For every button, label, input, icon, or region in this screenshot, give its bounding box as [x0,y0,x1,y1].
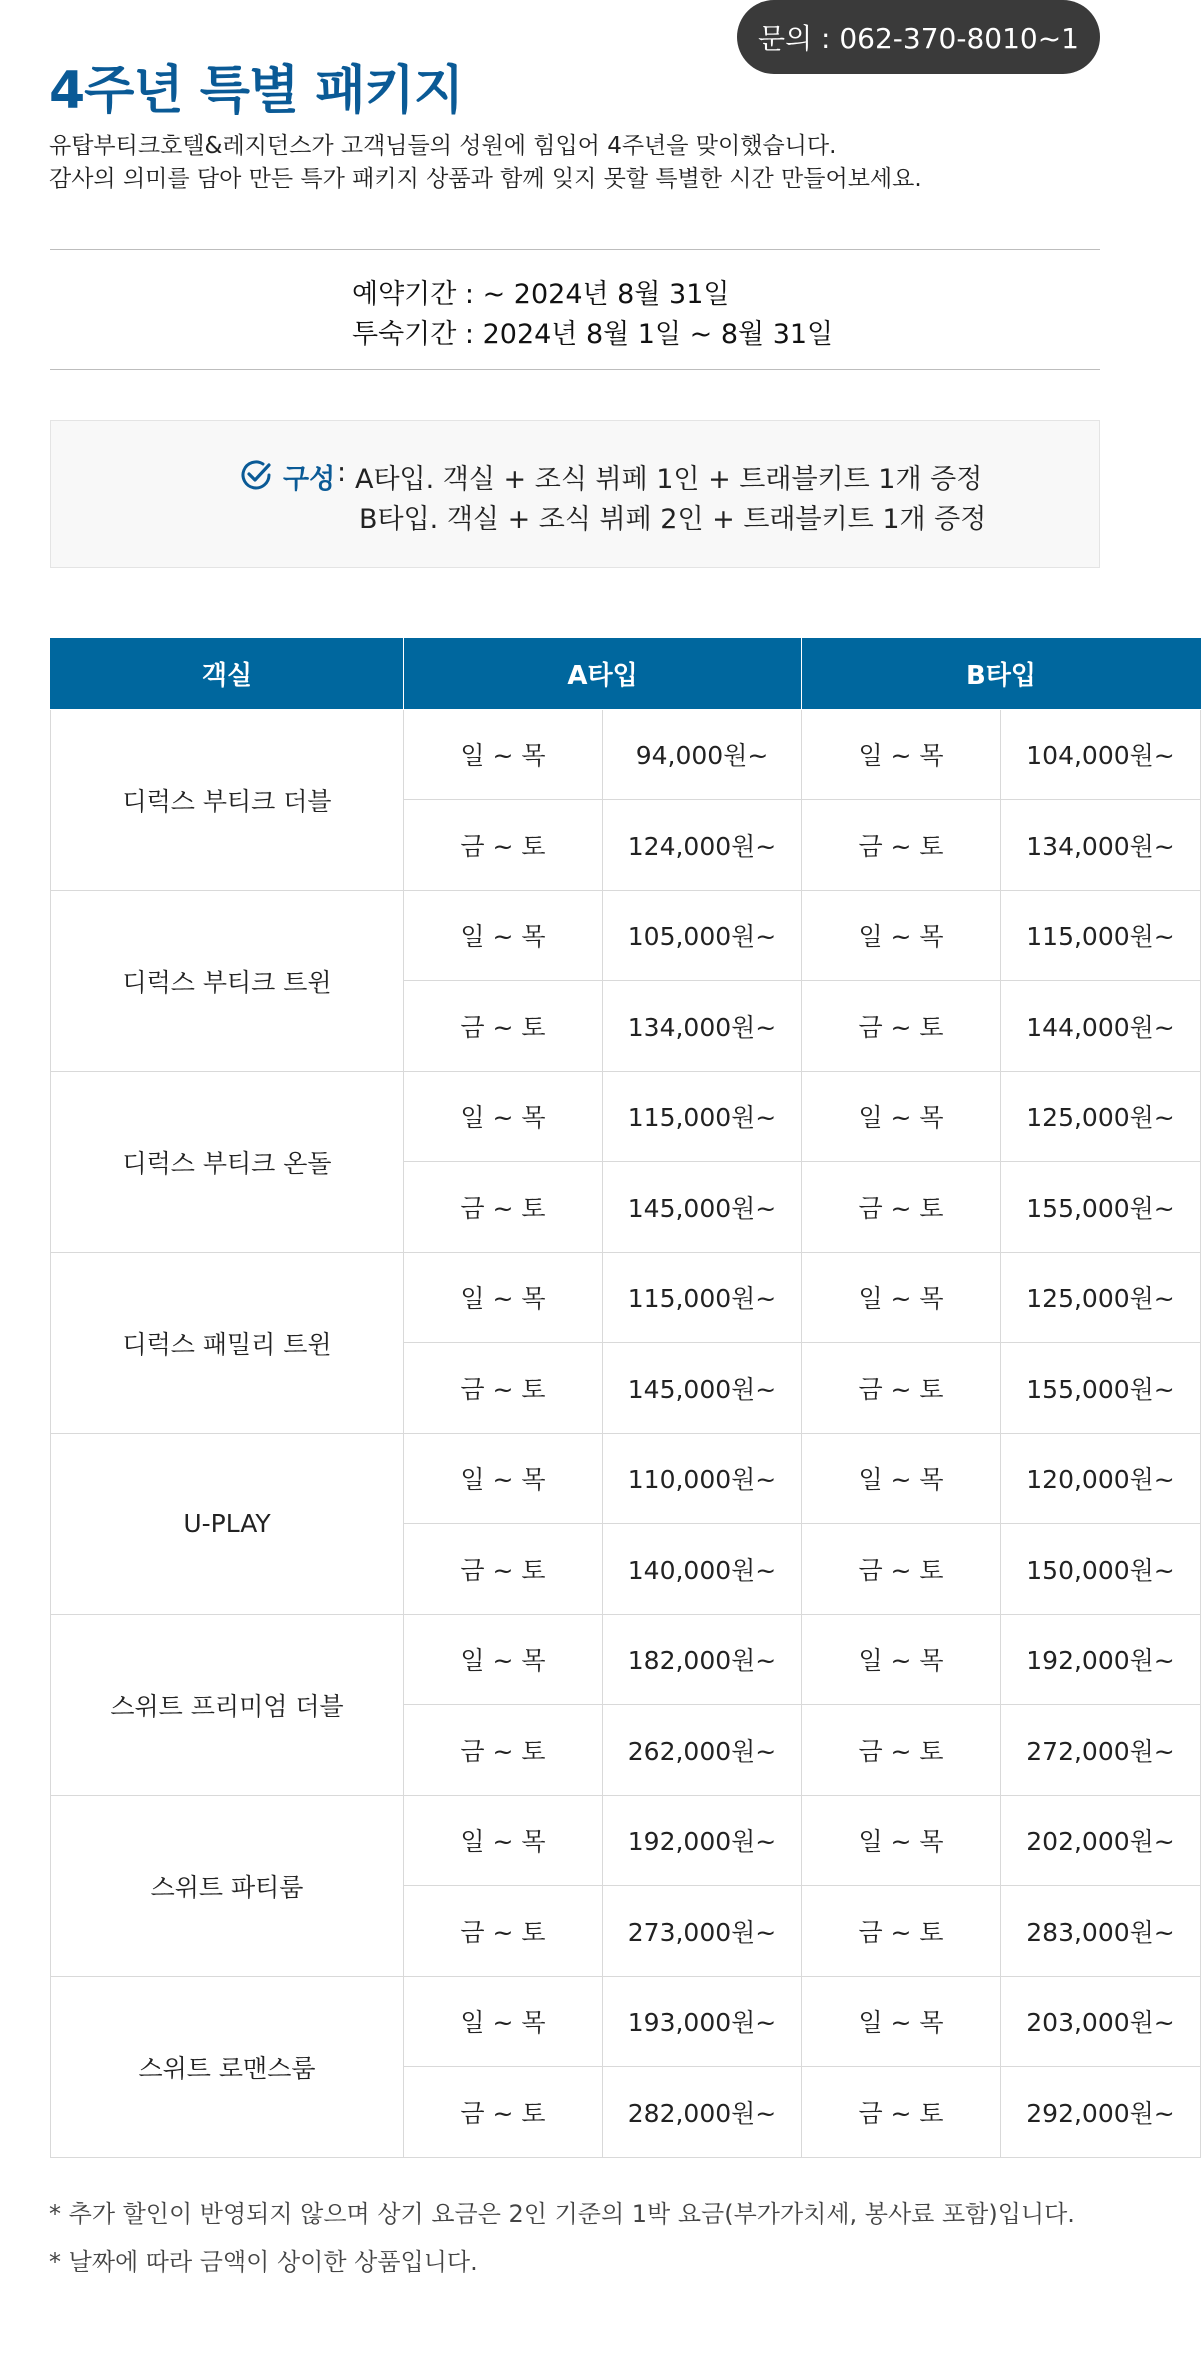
day-range-b: 일 ~ 목 [802,1795,1001,1886]
price-a-weekend: 145,000원~ [603,1343,802,1434]
price-a-weekday: 182,000원~ [603,1614,802,1705]
price-b-weekday: 115,000원~ [1001,890,1201,981]
day-range-b: 일 ~ 목 [802,709,1001,800]
intro-line: 유탑부티크호텔&레지던스가 고객님들의 성원에 힘입어 4주년을 맞이했습니다. [49,133,837,159]
price-table-body [51,709,1201,2157]
day-range-a: 일 ~ 목 [404,1795,603,1886]
day-range-a: 금 ~ 토 [404,2067,603,2158]
price-b-weekend: 283,000원~ [1001,1886,1201,1977]
day-range-a: 일 ~ 목 [404,1614,603,1705]
price-table [50,638,1201,2158]
day-range-a: 일 ~ 목 [404,890,603,981]
price-b-weekday: 192,000원~ [1001,1614,1201,1705]
day-range-a: 일 ~ 목 [404,1433,603,1524]
table-row [51,1433,1201,1524]
composition-type-b: B타입. 객실 + 조식 뷔페 2인 + 트래블키트 1개 증정 [359,504,987,535]
day-range-a: 금 ~ 토 [404,1343,603,1434]
room-name: 디럭스 부티크 더블 [51,709,404,890]
price-b-weekday: 120,000원~ [1001,1433,1201,1524]
day-range-b: 금 ~ 토 [802,981,1001,1072]
price-a-weekend: 282,000원~ [603,2067,802,2158]
price-b-weekday: 125,000원~ [1001,1071,1201,1162]
intro-line: 감사의 의미를 담아 만든 특가 패키지 상품과 함께 잊지 못할 특별한 시간 만들어보세요. [49,166,922,192]
price-a-weekday: 192,000원~ [603,1795,802,1886]
stay-period: 투숙기간 : 2024년 8월 1일 ~ 8월 31일 [352,319,834,350]
table-row [51,1795,1201,1886]
price-a-weekend: 124,000원~ [603,800,802,891]
price-a-weekday: 94,000원~ [603,709,802,800]
price-a-weekend: 145,000원~ [603,1162,802,1253]
day-range-b: 금 ~ 토 [802,1524,1001,1615]
price-b-weekend: 150,000원~ [1001,1524,1201,1615]
day-range-b: 일 ~ 목 [802,1433,1001,1524]
day-range-b: 금 ~ 토 [802,800,1001,891]
price-a-weekend: 140,000원~ [603,1524,802,1615]
header-type-b: B타입 [802,638,1201,709]
price-a-weekday: 110,000원~ [603,1433,802,1524]
period-section [50,249,1100,370]
day-range-a: 금 ~ 토 [404,800,603,891]
day-range-b: 일 ~ 목 [802,1976,1001,2067]
price-b-weekday: 202,000원~ [1001,1795,1201,1886]
header-room: 객실 [51,638,404,709]
price-a-weekend: 262,000원~ [603,1705,802,1796]
price-b-weekday: 203,000원~ [1001,1976,1201,2067]
price-a-weekday: 193,000원~ [603,1976,802,2067]
intro-text [49,130,922,196]
price-a-weekend: 273,000원~ [603,1886,802,1977]
room-name: 디럭스 부티크 온돌 [51,1071,404,1252]
price-b-weekend: 272,000원~ [1001,1705,1201,1796]
table-header-row [51,638,1201,709]
day-range-b: 금 ~ 토 [802,1343,1001,1434]
price-a-weekend: 134,000원~ [603,981,802,1072]
price-b-weekend: 144,000원~ [1001,981,1201,1072]
table-row [51,1252,1201,1343]
day-range-a: 금 ~ 토 [404,1162,603,1253]
day-range-a: 금 ~ 토 [404,1705,603,1796]
table-row [51,709,1201,800]
day-range-b: 금 ~ 토 [802,2067,1001,2158]
price-b-weekend: 155,000원~ [1001,1343,1201,1434]
header-type-a: A타입 [404,638,802,709]
check-circle-icon [239,458,273,492]
page-title: 4주년 특별 패키지 [49,61,464,121]
price-b-weekday: 104,000원~ [1001,709,1201,800]
note-item: * 추가 할인이 반영되지 않으며 상기 요금은 2인 기준의 1박 요금(부가가치세, 봉사료 포함)입니다. [49,2200,1075,2228]
composition-label: 구성 [283,464,336,495]
day-range-b: 금 ~ 토 [802,1162,1001,1253]
day-range-a: 일 ~ 목 [404,1071,603,1162]
price-a-weekday: 115,000원~ [603,1252,802,1343]
day-range-b: 일 ~ 목 [802,1071,1001,1162]
composition-colon: : [337,457,347,488]
table-row [51,1071,1201,1162]
day-range-a: 일 ~ 목 [404,1252,603,1343]
day-range-b: 금 ~ 토 [802,1705,1001,1796]
booking-period: 예약기간 : ~ 2024년 8월 31일 [352,279,730,310]
day-range-a: 금 ~ 토 [404,1524,603,1615]
room-name: 스위트 프리미엄 더블 [51,1614,404,1795]
table-row [51,1614,1201,1705]
room-name: U-PLAY [51,1433,404,1614]
price-b-weekday: 125,000원~ [1001,1252,1201,1343]
package-composition [50,420,1100,568]
table-row [51,890,1201,981]
day-range-a: 금 ~ 토 [404,981,603,1072]
day-range-b: 일 ~ 목 [802,890,1001,981]
room-name: 스위트 로맨스룸 [51,1976,404,2157]
day-range-b: 일 ~ 목 [802,1614,1001,1705]
day-range-b: 일 ~ 목 [802,1252,1001,1343]
day-range-a: 일 ~ 목 [404,709,603,800]
room-name: 디럭스 부티크 트윈 [51,890,404,1071]
price-b-weekend: 292,000원~ [1001,2067,1201,2158]
notes [49,2190,1075,2286]
price-b-weekend: 155,000원~ [1001,1162,1201,1253]
room-name: 디럭스 패밀리 트윈 [51,1252,404,1433]
price-a-weekday: 115,000원~ [603,1071,802,1162]
day-range-b: 금 ~ 토 [802,1886,1001,1977]
composition-type-a: A타입. 객실 + 조식 뷔페 1인 + 트래블키트 1개 증정 [355,464,983,495]
day-range-a: 금 ~ 토 [404,1886,603,1977]
price-b-weekend: 134,000원~ [1001,800,1201,891]
room-name: 스위트 파티룸 [51,1795,404,1976]
price-a-weekday: 105,000원~ [603,890,802,981]
day-range-a: 일 ~ 목 [404,1976,603,2067]
contact-phone-button[interactable]: 문의 : 062-370-8010~1 [737,0,1100,74]
note-item: * 날짜에 따라 금액이 상이한 상품입니다. [49,2248,478,2276]
table-row [51,1976,1201,2067]
